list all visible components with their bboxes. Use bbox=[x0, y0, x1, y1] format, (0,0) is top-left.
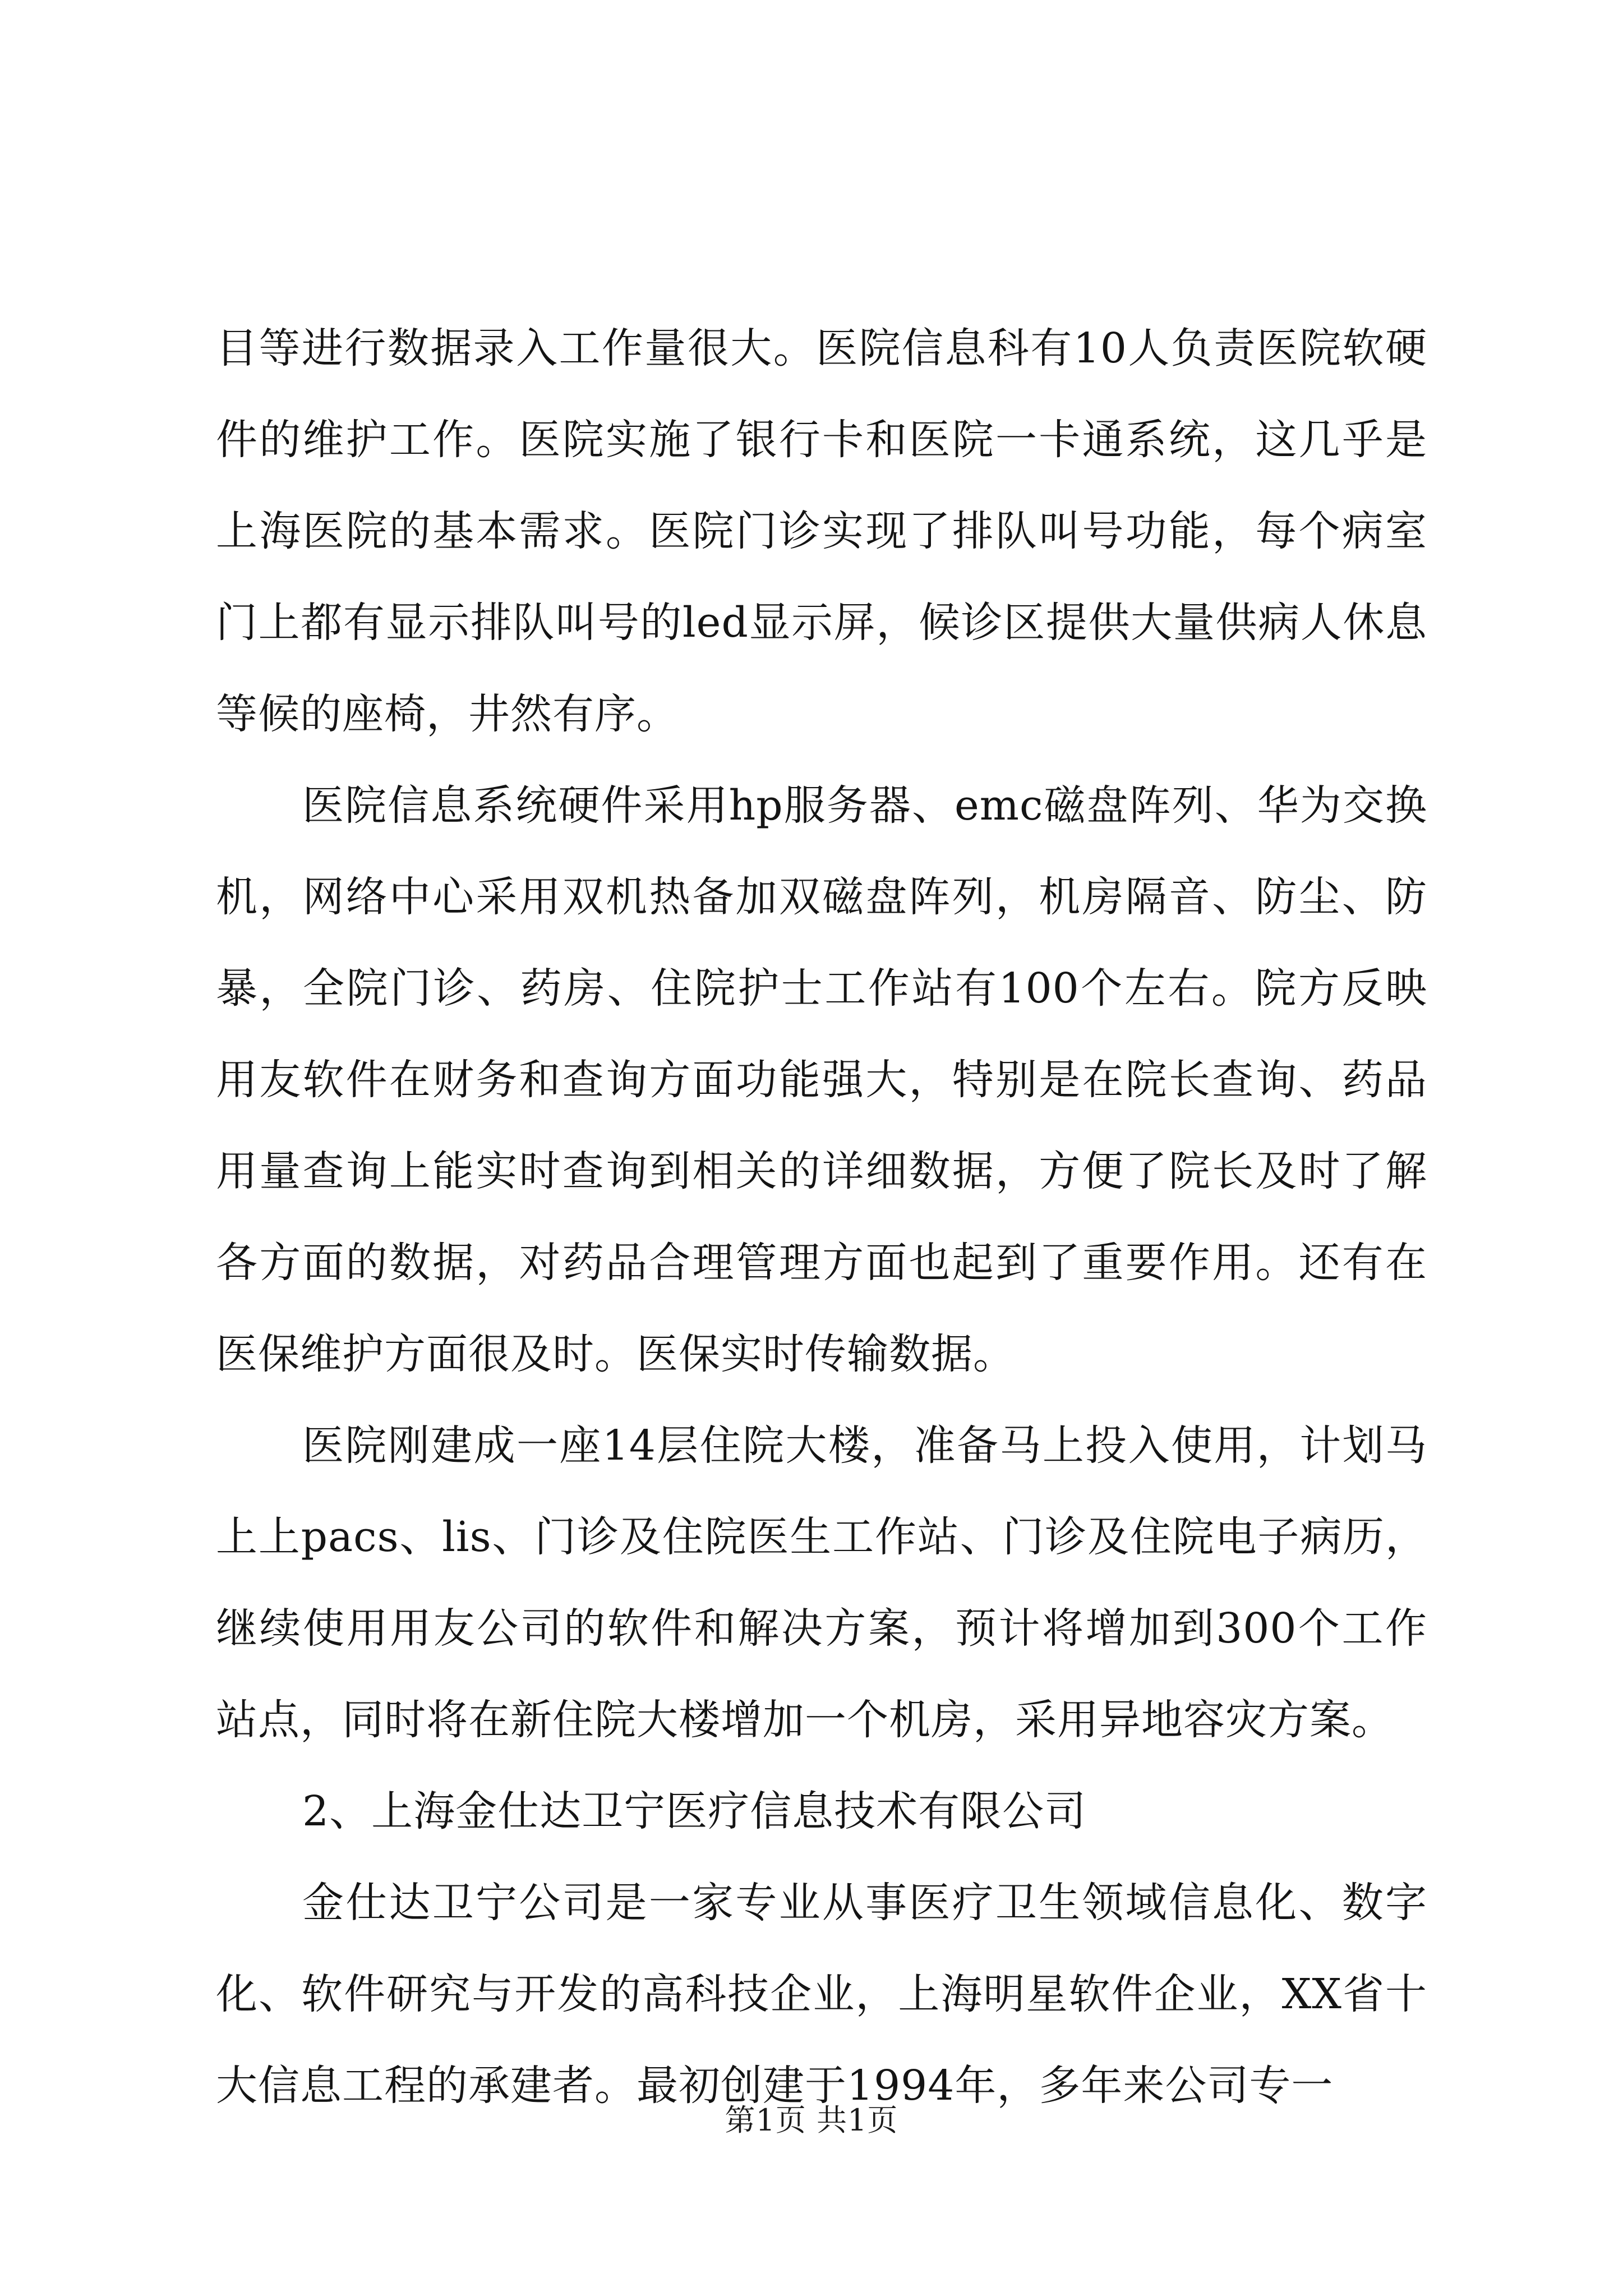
paragraph-2: 医院信息系统硬件采用hp服务器、emc磁盘阵列、华为交换机，网络中心采用双机热备加双磁盘阵列，机房隔音、防尘、防暴，全院门诊、药房、住院护士工作站有100个左右。院方反映用友软件在财务和查询方面功能强大，特别是在院长查询、药品用量查询上能实时查询到相关的详细数据，方便了院长及时了解各方面的数据，对药品合理管理方面也起到了重要作用。还有在医保维护方面很及时。医保实时传输数据。 bbox=[216, 781, 1427, 1378]
page-footer: 第1页 共1页 bbox=[725, 2102, 898, 2138]
section-heading: 2、上海金仕达卫宁医疗信息技术有限公司 bbox=[302, 1787, 1087, 1835]
paragraph-1: 目等进行数据录入工作量很大。医院信息科有10人负责医院软硬件的维护工作。医院实施了银行卡和医院一卡通系统，这几乎是上海医院的基本需求。医院门诊实现了排队叫号功能，每个病室门上都有显示排队叫号的led显示屏，候诊区提供大量供病人休息等候的座椅，井然有序。 bbox=[216, 324, 1427, 738]
document-body bbox=[216, 303, 1427, 2132]
paragraph-3: 医院刚建成一座14层住院大楼，准备马上投入使用，计划马上上pacs、lis、门诊及住院医生工作站、门诊及住院电子病历，继续使用用友公司的软件和解决方案，预计将增加到300个工作站点，同时将在新住院大楼增加一个机房，采用异地容灾方案。 bbox=[216, 1421, 1427, 1744]
paragraph-5: 金仕达卫宁公司是一家专业从事医疗卫生领域信息化、数字化、软件研究与开发的高科技企业，上海明星软件企业，XX省十大信息工程的承建者。最初创建于1994年，多年来公司专一 bbox=[216, 1879, 1427, 2110]
